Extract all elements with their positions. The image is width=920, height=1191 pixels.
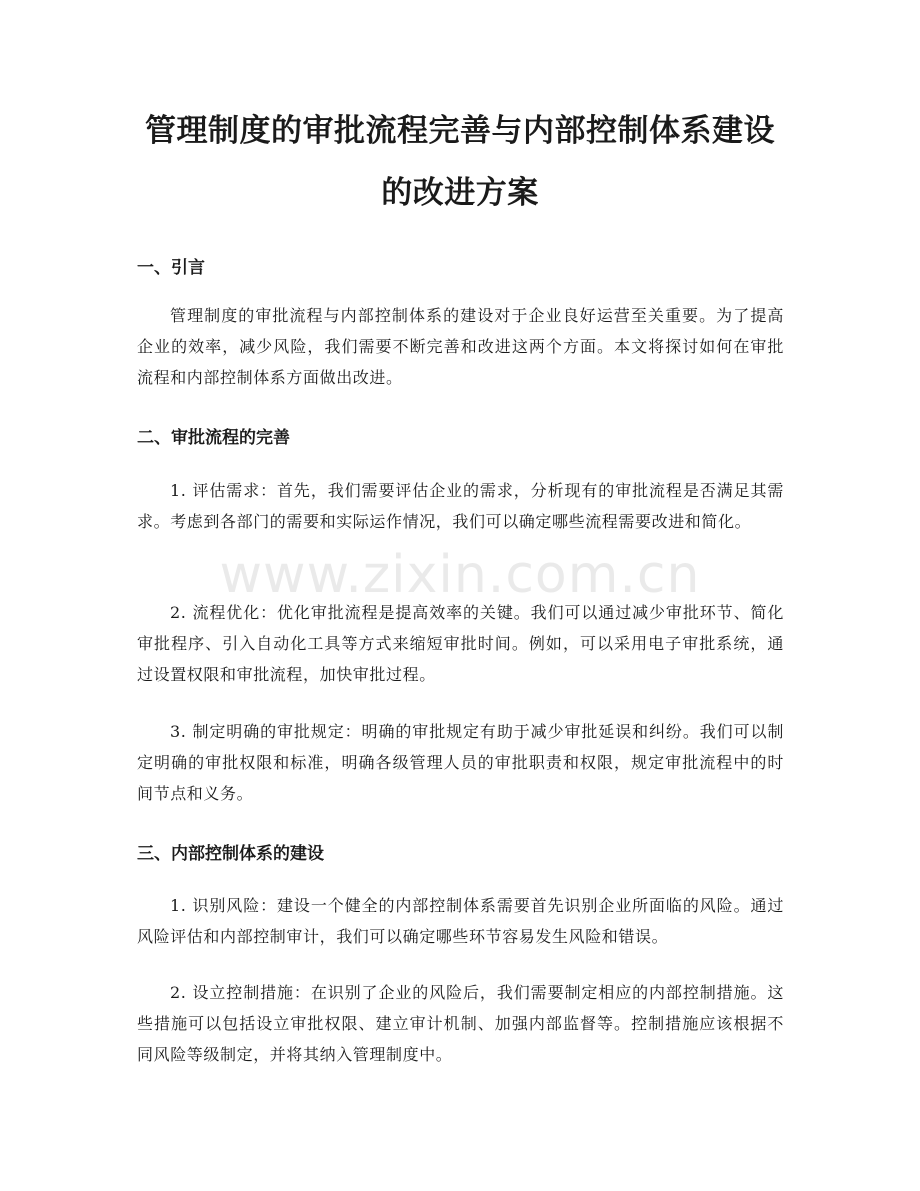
section-heading-intro: 一、引言 xyxy=(137,258,205,278)
section-heading-approval: 二、审批流程的完善 xyxy=(137,428,290,448)
paragraph-approval-2: 2. 流程优化：优化审批流程是提高效率的关键。我们可以通过减少审批环节、简化审批程序、引入自动化工具等方式来缩短审批时间。例如，可以采用电子审批系统，通过设置权限和审批流程，加快审批过程。 xyxy=(137,603,784,684)
paragraph-internal-control-2: 2. 设立控制措施：在识别了企业的风险后，我们需要制定相应的内部控制措施。这些措施可以包括设立审批权限、建立审计机制、加强内部监督等。控制措施应该根据不同风险等级制定，并将其纳入管理制度中。 xyxy=(137,983,784,1064)
paragraph-internal-control-1: 1. 识别风险：建设一个健全的内部控制体系需要首先识别企业所面临的风险。通过风险评估和内部控制审计，我们可以确定哪些环节容易发生风险和错误。 xyxy=(137,896,784,946)
paragraph-intro: 管理制度的审批流程与内部控制体系的建设对于企业良好运营至关重要。为了提高企业的效率，减少风险，我们需要不断完善和改进这两个方面。本文将探讨如何在审批流程和内部控制体系方面做出改进。 xyxy=(137,306,784,387)
document-title: 管理制度的审批流程完善与内部控制体系建设的改进方案 xyxy=(145,113,775,211)
paragraph-approval-3: 3. 制定明确的审批规定：明确的审批规定有助于减少审批延误和纠纷。我们可以制定明确的审批权限和标准，明确各级管理人员的审批职责和权限，规定审批流程中的时间节点和义务。 xyxy=(137,722,784,803)
paragraph-approval-1: 1. 评估需求：首先，我们需要评估企业的需求，分析现有的审批流程是否满足其需求。考虑到各部门的需要和实际运作情况，我们可以确定哪些流程需要改进和简化。 xyxy=(137,481,784,531)
watermark: www.zixin.com.cn xyxy=(219,545,701,605)
section-heading-internal-control: 三、内部控制体系的建设 xyxy=(137,844,324,864)
